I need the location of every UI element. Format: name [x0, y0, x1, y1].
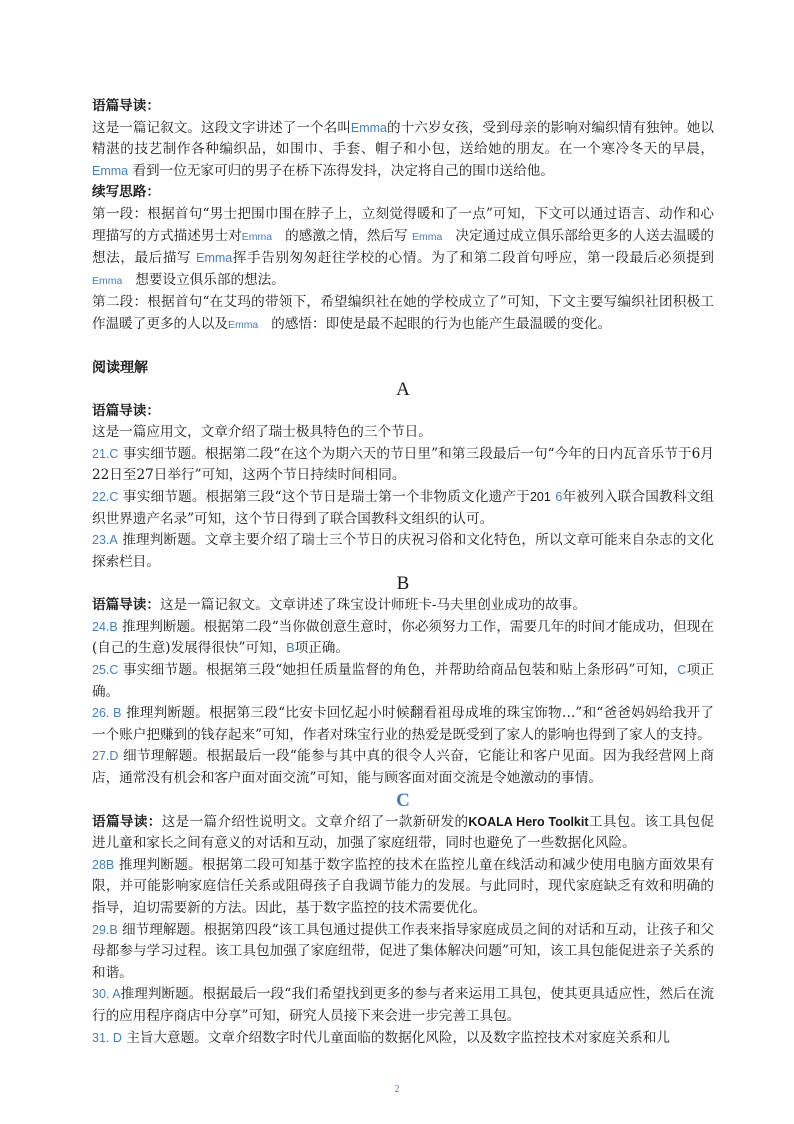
- section-letter-a: A: [396, 378, 410, 400]
- answer-31: 31. D 主旨大意题。文章介绍数字时代儿童面临的数据化风险，以及数字监控技术对家庭关系和儿: [92, 1029, 670, 1046]
- intro-paragraph: 这是一篇记叙文。这段文字讲述了一个名叫Emma的十六岁女孩，受到母亲的影响对编织情有独钟。她以精湛的技艺制作各种编织品，如围巾、手套、帽子和小包，送给她的朋友。在一个寒冷冬天的早晨，Emma 看到一位无家可归的男子在桥下冻得发抖，决定将自己的围巾送给他。: [92, 119, 715, 179]
- answer-28: 28B 推理判断题。根据第二段可知基于数字监控的技术在监控儿童在线活动和减少使用电脑方面效果有限，并可能影响家庭信任关系或阻碍孩子自我调节能力的发展。与此同时，现代家庭缺乏有效和明确的指导，迫切需要新的方法。因此，基于数字监控的技术需要优化。: [92, 856, 714, 916]
- answer-21: 21.C 事实细节题。根据第二段“在这个为期六天的节日里”和第三段最后一句“今年的日内瓦音乐节于6月22日至27日举行”可知，这两个节日持续时间相同。: [92, 445, 714, 484]
- page-number: 2: [394, 1084, 400, 1095]
- document-page: [92, 96, 714, 1049]
- answer-26: 26. B 推理判断题。根据第三段“比安卡回忆起小时候翻看祖母成堆的珠宝饰物…”和“爸爸妈妈给我开了一个账户把赚到的钱存起来”可知，作者对珠宝行业的热爱是既受到了家人的影响也得到了家人的支持。: [92, 705, 714, 743]
- answer-22: 22.C 事实细节题。根据第三段“这个节日是瑞士第一个非物质文化遗产于201 6年被列入联合国教科文组织世界遗产名录”可知，这个节日得到了联合国教科文组织的认可。: [92, 488, 714, 527]
- section-a-heading: 语篇导读：: [92, 402, 160, 419]
- intro-heading: 语篇导读：: [92, 98, 160, 114]
- answer-25: 25.C 事实细节题。根据第三段“她担任质量监督的角色，并帮助给商品包装和贴上条形码”可知，C项正确。: [92, 662, 714, 700]
- section-a-intro: 这是一篇应用文，文章介绍了瑞士极具特色的三个节日。: [92, 424, 432, 441]
- answer-30: 30. A推理判断题。根据最后一段“我们希望找到更多的参与者来运用工具包，使其更具适应性，然后在流行的应用程序商店中分享”可知，研究人员接下来会进一步完善工具包。: [92, 986, 714, 1024]
- answer-24: 24.B 推理判断题。根据第二段“当你做创意生意时，你必须努力工作，需要几年的时间才能成功，但现在(自己的生意)发展得很快”可知，B项正确。: [92, 618, 714, 657]
- reading-section-title: 阅读理解: [92, 359, 148, 376]
- emma-name: Emma: [92, 163, 129, 178]
- answer-27: 27.D 细节理解题。根据最后一段“能参与其中真的很令人兴奋，它能让和客户见面。因为我经营网上商店，通常没有机会和客户面对面交流”可知，能与顾客面对面交流是令她激动的事情。: [92, 748, 714, 787]
- answer-29: 29.B 细节理解题。根据第四段“该工具包通过提供工作表来指导家庭成员之间的对话和互动，让孩子和父母都参与学习过程。该工具包加强了家庭纽带，促进了集体解决问题”可知，该工具包能促进亲子关系的和谐。: [92, 921, 714, 981]
- emma-name: Emma: [350, 120, 387, 135]
- answer-23: 23.A 推理判断题。文章主要介绍了瑞士三个节日的庆祝习俗和文化特色，所以文章可能来自杂志的文化探索栏目。: [92, 532, 714, 570]
- ideas-heading: 续写思路：: [92, 184, 160, 201]
- section-b-intro: 语篇导读：这是一篇记叙文。文章讲述了珠宝设计师班卡-马夫里创业成功的故事。: [92, 597, 586, 614]
- ideas-paragraph-1: 第一段：根据首句“男士把围巾围在脖子上，立刻觉得暖和了一点”可知，下文可以通过语言、动作和心理描写的方式描述男士对Emma 的感激之情，然后写 Emma 决定通过成立俱乐部给更多的人送去温暖的想法，最后描写 Emma挥手告别匆匆赶往学校的心情。为了和第二段首句呼应，第一段最后必须提到Emma 想要设立俱乐部的想法。: [92, 205, 715, 288]
- section-c-intro: 语篇导读：这是一篇介绍性说明文。文章介绍了一款新研发的KOALA Hero Toolkit工具包。该工具包促进儿童和家长之间有意义的对话和互动，加强了家庭纽带，同时也避免了一些数据化风险。: [92, 813, 714, 852]
- section-letter-c: C: [396, 789, 410, 811]
- section-letter-b: B: [396, 573, 410, 595]
- ideas-paragraph-2: 第二段：根据首句“在艾玛的带领下，希望编织社在她的学校成立了”可知，下文主要写编织社团积极工作温暖了更多的人以及Emma 的感悟：即使是最不起眼的行为也能产生最温暖的变化。: [92, 294, 714, 332]
